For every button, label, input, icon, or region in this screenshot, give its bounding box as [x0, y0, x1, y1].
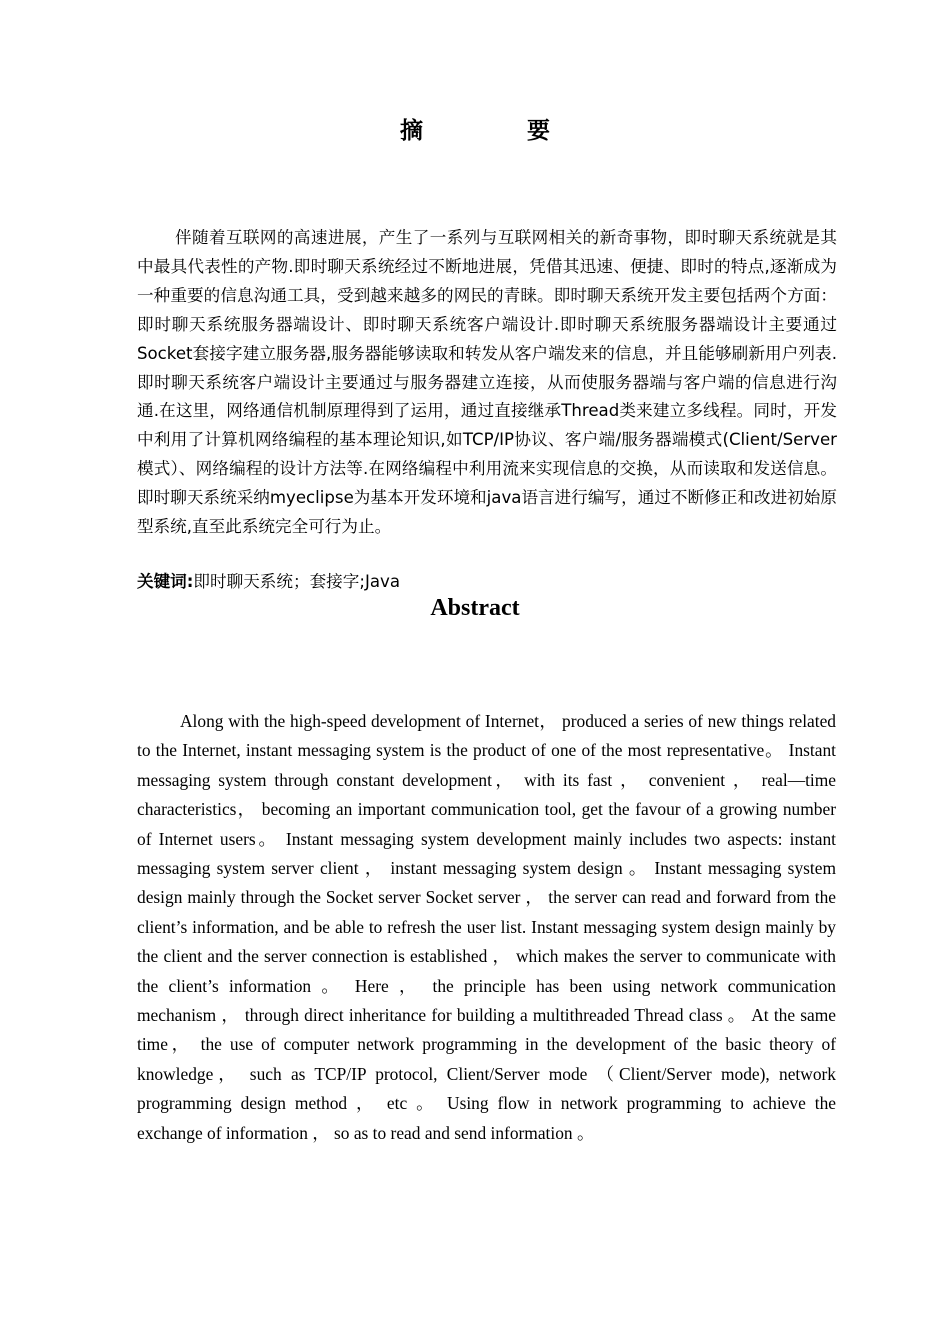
chinese-abstract-heading [0, 112, 950, 145]
heading-char-2: 要 [527, 118, 550, 144]
chinese-abstract-body: 伴随着互联网的高速进展，产生了一系列与互联网相关的新奇事物，即时聊天系统就是其中最具代表性的产物.即时聊天系统经过不断地进展，凭借其迅速、便捷、即时的特点,逐渐成为一种重要的信息沟通工具，受到越来越多的网民的青睐。即时聊天系统开发主要包括两个方面：即时聊天系统服务器端设计、即时聊天系统客户端设计.即时聊天系统服务器端设计主要通过Socket套接字建立服务器,服务器能够读取和转发从客户端发来的信息，并且能够刷新用户列表.即时聊天系统客户端设计主要通过与服务器建立连接，从而使服务器端与客户端的信息进行沟通.在这里，网络通信机制原理得到了运用，通过直接继承Thread类来建立多线程。同时，开发中利用了计算机网络编程的基本理论知识,如TCP/IP协议、客户端/服务器端模式(Client/Server模式）、网络编程的设计方法等.在网络编程中利用流来实现信息的交换，从而读取和发送信息。即时聊天系统采纳myeclipse为基本开发环境和java语言进行编写，通过不断修正和改进初始原型系统,直至此系统完全可行为止。 [137, 228, 837, 537]
english-abstract-body: Along with the high-speed development of Internet， produced a series of new things related to the Internet, instant messaging system is the product of one of the most representative。 Instant messaging system through constant development， with its fast ， convenient ， real—time characteristics， becoming an important communication tool, get the favour of a growing number of Internet users。 Instant messaging system development mainly includes two aspects: instant messaging system server client ， instant messaging system design 。 Instant messaging system design mainly through the Socket server Socket server ， the server can read and forward from the client’s information, and be able to refresh the user list. Instant messaging system design mainly by the client and the server connection is established ， which makes the server to communicate with the client’s information 。 Here ， the principle has been using network communication mechanism ， through direct inheritance for building a multithreaded Thread class 。 At the same time， the use of computer network programming in the development of the basic theory of knowledge， such as TCP/IP protocol, Client/Server mode （Client/Server mode), network programming design method ， etc 。 Using flow in network programming to achieve the exchange of information ， so as to read and send information 。 [137, 711, 836, 1143]
keywords-label: 关键词: [137, 572, 194, 591]
keywords-value: 即时聊天系统；套接字;Java [193, 572, 401, 591]
english-abstract-heading: Abstract [430, 595, 520, 621]
heading-char-1: 摘 [400, 118, 423, 144]
